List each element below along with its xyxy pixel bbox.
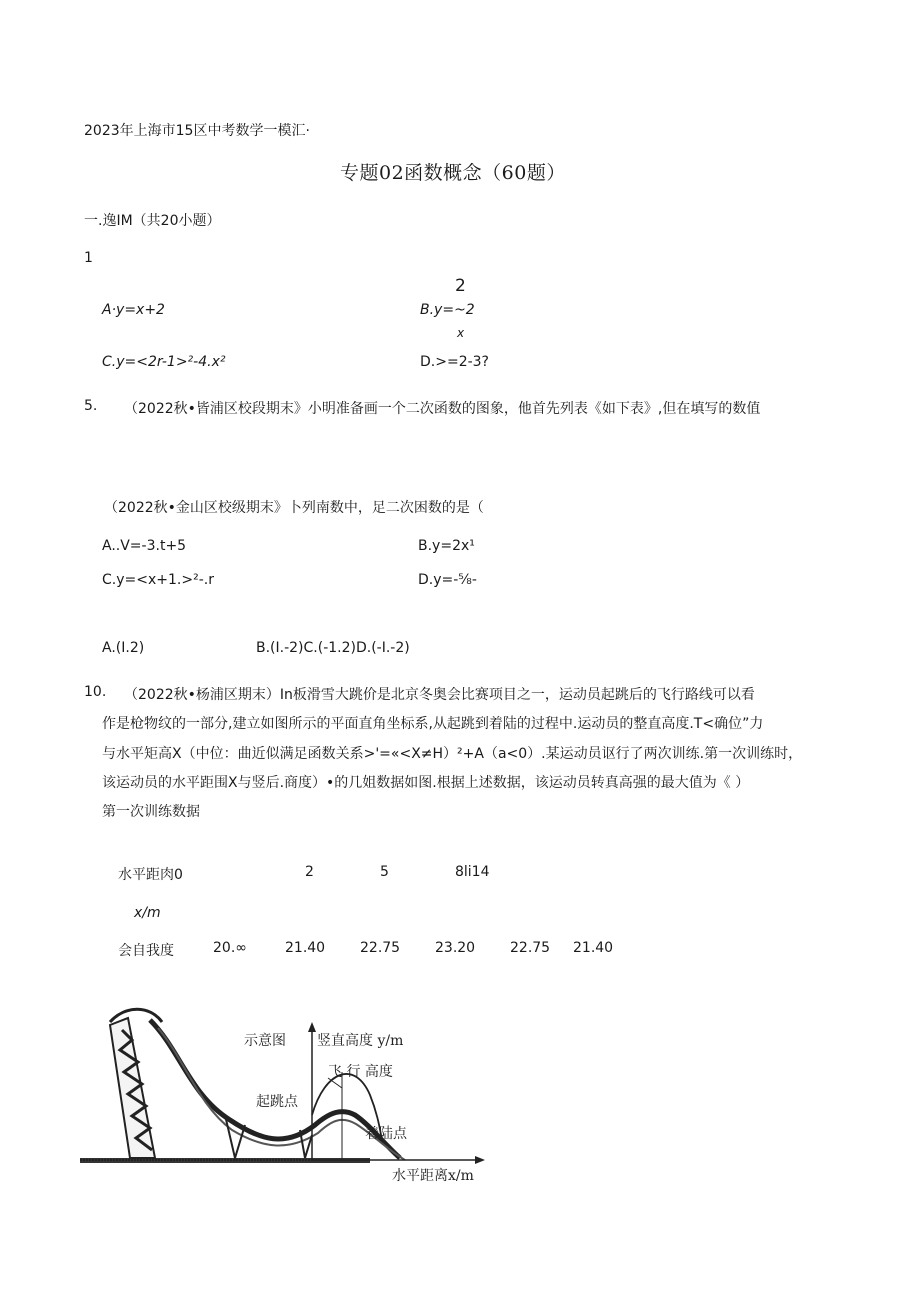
quadratic-option-c: C.y=<x+1.>²-.r (102, 572, 214, 588)
point-options-bcd: B.(I.-2)C.(-1.2)D.(-I.-2) (256, 640, 410, 656)
question-10-line-3: 与水平矩高X（中位：曲近似满足函数关系>'=«<X≠H）²+A（a<0）.某运动员讴行了两次训练.第一次训练时， (102, 746, 803, 762)
fraction-numerator: 2 (455, 276, 466, 296)
quadratic-option-b: B.y=2x¹ (418, 538, 475, 554)
quadratic-option-d: D.y=-⅝- (418, 572, 477, 588)
x-axis-arrow (475, 1156, 485, 1164)
table-row2-value: 22.75 (360, 940, 401, 956)
label-landing: 着陆点 (365, 1126, 407, 1142)
table-row2-value: 21.40 (573, 940, 614, 956)
fraction-denominator: x (457, 326, 465, 340)
source-line: 2023年上海市15区中考数学一模汇· (84, 123, 310, 139)
section-heading: 一.逸IM（共20小题） (84, 213, 221, 229)
q1-option-a: A·y=x+2 (102, 302, 165, 318)
q1-option-d: D.>=2-3? (420, 354, 489, 370)
question-10-line-2: 作是枪物纹的一部分,建立如图所示的平面直角坐标系,从起跳到着陆的过程中.运动员的整直高度.T<确位”力 (102, 716, 764, 732)
q1-option-c: C.y=<2r-1>²-4.x² (102, 354, 226, 370)
table-row1-value: 2 (305, 864, 314, 880)
question-5-text: （2022秋•皆浦区校段期末》小明准备画一个二次函数的图象，他首先列表《如下表》,但在填写的数值 (124, 401, 761, 417)
table-row1-label: 水平距肉0 (118, 867, 183, 883)
table-row1-unit: x/m (134, 905, 161, 921)
table-row2-value: 22.75 (510, 940, 551, 956)
q1-option-b: B.y=~2 (420, 302, 475, 318)
question-quadratic-text: （2022秋•金山区校级期末》卜列南数中，足二次困数的是（ (104, 500, 484, 516)
table-row2-value: 23.20 (435, 940, 476, 956)
question-1-number: 1 (84, 250, 93, 266)
table-row1-value: 8li14 (455, 864, 490, 880)
table-row1-value: 5 (380, 864, 389, 880)
question-5-number: 5. (84, 398, 98, 414)
table-row2-label: 会自我度 (118, 943, 174, 959)
ski-jump-diagram (80, 1000, 500, 1190)
ski-jump-svg (80, 1000, 500, 1190)
page-title: 专题02函数概念（60题） (340, 162, 566, 184)
label-x-axis: 水平距离x/m (392, 1168, 474, 1184)
label-flight-height: 飞 行 高度 (328, 1064, 393, 1080)
question-10-line-1: （2022秋•杨浦区期末）In板滑雪大跳价是北京冬奥会比赛项目之一，运动员起跳后的飞行路线可以看 (124, 687, 755, 703)
table-row2-value: 20.∞ (213, 940, 247, 956)
table-row2-value: 21.40 (285, 940, 326, 956)
quadratic-option-a: A..V=-3.t+5 (102, 538, 187, 554)
training-table-title: 第一次训练数据 (102, 804, 200, 820)
tower-top (110, 1009, 162, 1022)
y-axis-arrow (308, 1022, 316, 1032)
point-option-a: A.(I.2) (102, 640, 145, 656)
question-10-line-4: 该运动员的水平距围X与竖后.商度）•的几姐数据如图.根据上述数据，该运动员转真高强的最大值为《 ） (102, 775, 750, 791)
question-10-number: 10. (84, 684, 107, 700)
label-y-axis: 竖直高度 y/m (317, 1033, 404, 1049)
label-takeoff: 起跳点 (256, 1094, 298, 1110)
label-diagram: 示意图 (244, 1033, 286, 1049)
